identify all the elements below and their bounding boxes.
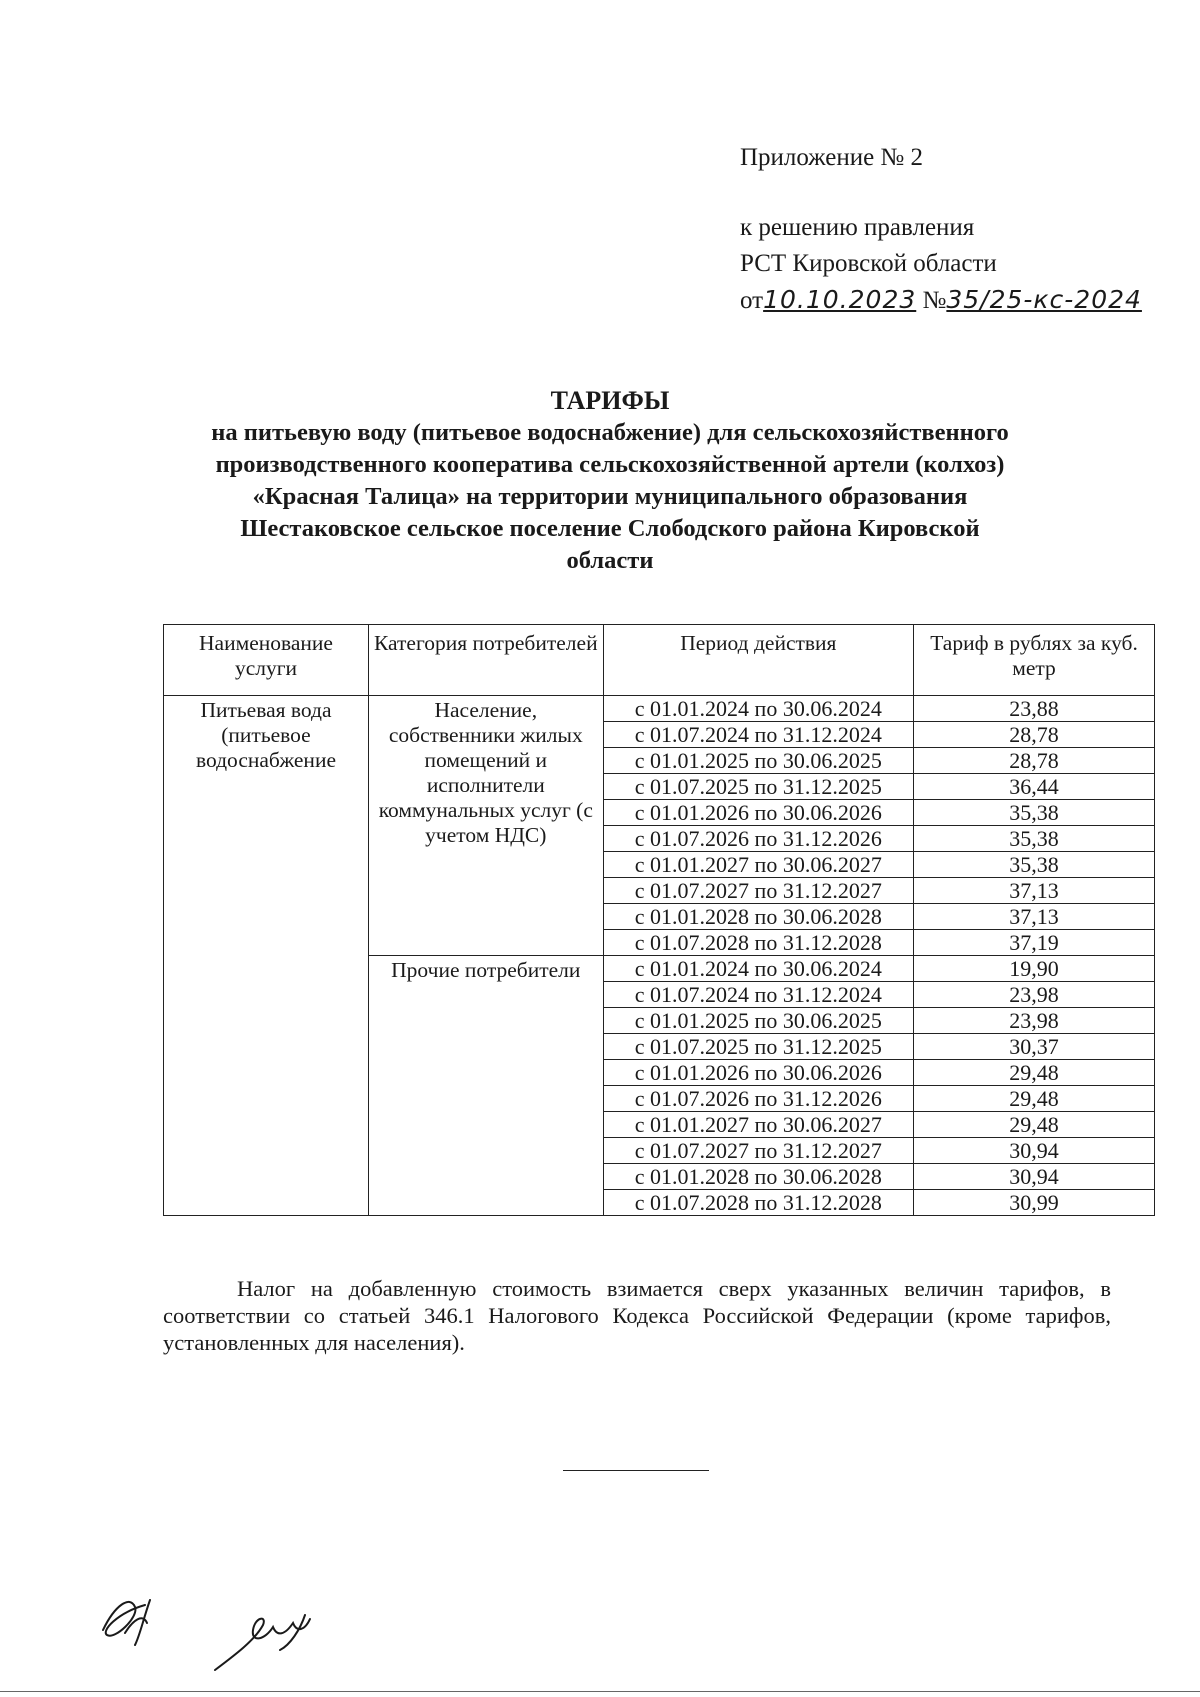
tariff-value-cell: 23,88 — [914, 696, 1155, 722]
period-cell: с 01.01.2026 по 30.06.2026 — [603, 1060, 914, 1086]
period-cell: с 01.01.2025 по 30.06.2025 — [603, 1008, 914, 1034]
category-cell: Население, собственники жилых помещений и исполнители коммунальных услуг (с учетом НДС) — [368, 696, 603, 956]
header-period: Период действия — [603, 625, 914, 696]
title-line-3: «Красная Талица» на территории муниципального образования — [252, 483, 968, 510]
tariff-value-cell: 29,48 — [914, 1086, 1155, 1112]
appendix-line-2: РСТ Кировской области — [740, 250, 997, 277]
tariff-value-cell: 29,48 — [914, 1112, 1155, 1138]
header-category: Категория потребителей — [368, 625, 603, 696]
tariff-value-cell: 30,37 — [914, 1034, 1155, 1060]
vat-note: Налог на добавленную стоимость взимается сверх указанных величин тарифов, в соответствии со статьей 346.1 Налогового Кодекса Российской Федерации (кроме тарифов, установленных для населения). — [163, 1276, 1111, 1355]
signature-2 — [215, 1615, 310, 1670]
period-cell: с 01.07.2027 по 31.12.2027 — [603, 1138, 914, 1164]
period-cell: с 01.07.2028 по 31.12.2028 — [603, 930, 914, 956]
handwritten-number: 35/25-кс-2024 — [946, 285, 1142, 314]
appendix-line-1: к решению правления — [740, 214, 975, 241]
period-cell: с 01.01.2025 по 30.06.2025 — [603, 748, 914, 774]
title-line-1: на питьевую воду (питьевое водоснабжение) для сельскохозяйственного — [211, 419, 1009, 446]
tariff-value-cell: 37,13 — [914, 904, 1155, 930]
header-tariff: Тариф в рублях за куб. метр — [914, 625, 1155, 696]
title-line-4: Шестаковское сельское поселение Слободского района Кировской — [240, 515, 980, 542]
period-cell: с 01.01.2024 по 30.06.2024 — [603, 696, 914, 722]
period-cell: с 01.07.2024 по 31.12.2024 — [603, 722, 914, 748]
period-cell: с 01.07.2025 по 31.12.2025 — [603, 774, 914, 800]
period-cell: с 01.01.2024 по 30.06.2024 — [603, 956, 914, 982]
period-cell: с 01.01.2028 по 30.06.2028 — [603, 1164, 914, 1190]
period-cell: с 01.01.2026 по 30.06.2026 — [603, 800, 914, 826]
period-cell: с 01.07.2026 по 31.12.2026 — [603, 1086, 914, 1112]
title-line-2: производственного кооператива сельскохозяйственной артели (колхоз) — [215, 451, 1005, 478]
service-name-cell: Питьевая вода (питьевое водоснабжение — [164, 696, 369, 1216]
tariff-value-cell: 30,99 — [914, 1190, 1155, 1216]
title-main: ТАРИФЫ — [550, 386, 670, 415]
tariff-value-cell: 23,98 — [914, 982, 1155, 1008]
tariff-value-cell: 19,90 — [914, 956, 1155, 982]
tariff-value-cell: 28,78 — [914, 722, 1155, 748]
period-cell: с 01.07.2025 по 31.12.2025 — [603, 1034, 914, 1060]
tariff-value-cell: 35,38 — [914, 852, 1155, 878]
appendix-title: Приложение № 2 — [740, 144, 924, 171]
signature-1 — [103, 1600, 150, 1645]
appendix-date-line — [740, 282, 1142, 319]
tariff-value-cell: 30,94 — [914, 1164, 1155, 1190]
period-cell: с 01.01.2028 по 30.06.2028 — [603, 904, 914, 930]
title-line-5: области — [566, 547, 654, 574]
tariff-value-cell: 37,13 — [914, 878, 1155, 904]
category-cell: Прочие потребители — [368, 956, 603, 1216]
handwritten-date: 10.10.2023 — [763, 285, 917, 314]
tariff-value-cell: 28,78 — [914, 748, 1155, 774]
tariff-value-cell: 35,38 — [914, 800, 1155, 826]
table-row — [164, 696, 1155, 722]
date-prefix: от — [740, 287, 764, 314]
period-cell: с 01.07.2026 по 31.12.2026 — [603, 826, 914, 852]
tariff-table — [163, 624, 1155, 1216]
table-header-row — [164, 625, 1155, 696]
number-prefix: № — [922, 287, 947, 314]
period-cell: с 01.07.2024 по 31.12.2024 — [603, 982, 914, 1008]
scan-edge-line — [0, 1691, 1200, 1692]
period-cell: с 01.07.2027 по 31.12.2027 — [603, 878, 914, 904]
appendix-block — [740, 140, 1142, 319]
signatures — [95, 1585, 335, 1680]
tariff-value-cell: 35,38 — [914, 826, 1155, 852]
tariff-value-cell: 36,44 — [914, 774, 1155, 800]
tariff-value-cell: 29,48 — [914, 1060, 1155, 1086]
document-title — [150, 385, 1070, 577]
tariff-value-cell: 23,98 — [914, 1008, 1155, 1034]
separator-line — [563, 1470, 709, 1471]
period-cell: с 01.01.2027 по 30.06.2027 — [603, 1112, 914, 1138]
period-cell: с 01.07.2028 по 31.12.2028 — [603, 1190, 914, 1216]
tariff-value-cell: 37,19 — [914, 930, 1155, 956]
header-service: Наименование услуги — [164, 625, 369, 696]
tariff-value-cell: 30,94 — [914, 1138, 1155, 1164]
period-cell: с 01.01.2027 по 30.06.2027 — [603, 852, 914, 878]
